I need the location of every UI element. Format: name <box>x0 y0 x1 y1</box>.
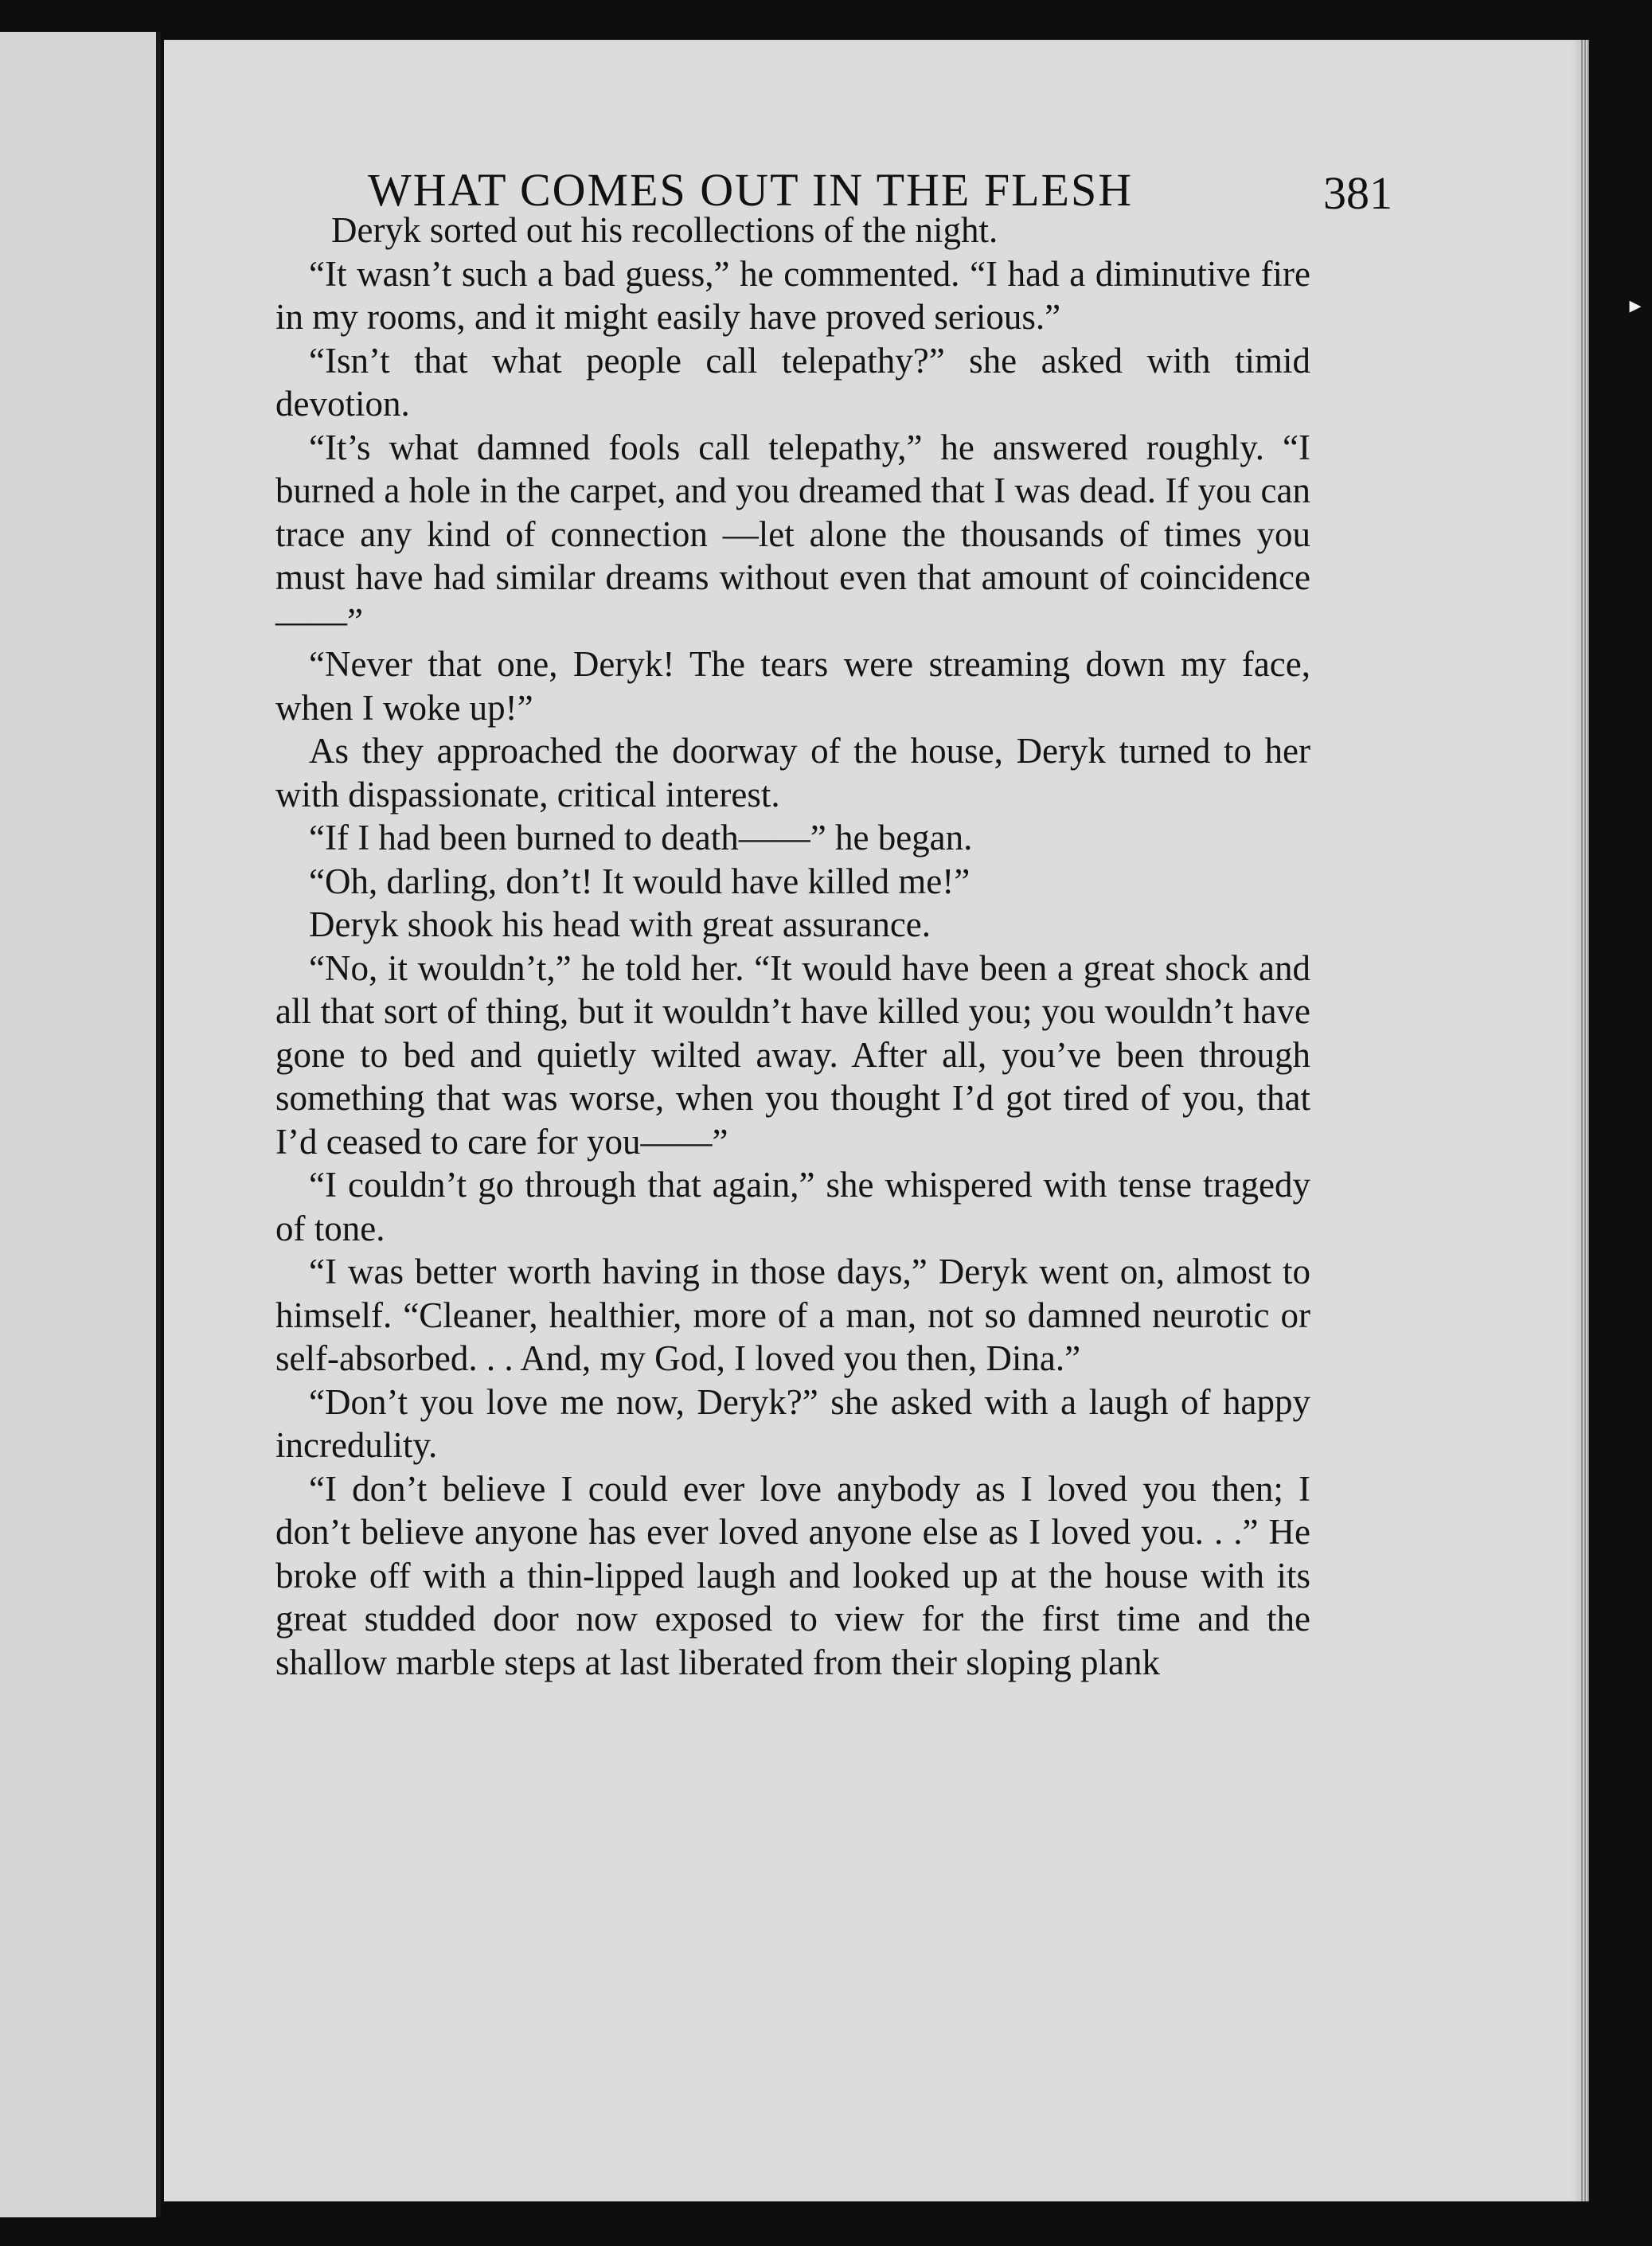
paragraph: “Don’t you love me now, Deryk?” she asked with a laugh of happy incredulity. <box>275 1381 1310 1465</box>
paragraph: Deryk shook his head with great assurance. <box>309 904 931 944</box>
paragraph: “Oh, darling, don’t! It would have killed me!” <box>309 861 971 901</box>
paragraph: “It’s what damned fools call telepathy,” he answered roughly. “I burned a hole in the carpet, and you dreamed that I was dead. If you can trace any kind of connection —let alone the thousands of times you must have had similar dreams without even that amount of coincidence——” <box>275 427 1310 641</box>
paragraph: “Never that one, Deryk! The tears were streaming down my face, when I woke up!” <box>275 644 1310 728</box>
paragraph: “If I had been burned to death——” he began. <box>309 818 973 857</box>
paragraph: “I was better worth having in those days,” Deryk went on, almost to himself. “Cleaner, healthier, more of a man, not so damned neurotic or self-absorbed. . . And, my God, I loved you then, Dina.” <box>275 1252 1310 1378</box>
paragraph: As they approached the doorway of the house, Deryk turned to her with dispassionate, critical interest. <box>275 731 1310 814</box>
paragraph: “I don’t believe I could ever love anybody as I loved you then; I don’t believe anyone has ever loved anyone else as I loved you. . .” He broke off with a thin-lipped laugh and looked up at the house with its great studded door now exposed to view for the first time and the shallow marble steps at last liberated from their sloping plank <box>275 1468 1310 1682</box>
paragraph: “No, it wouldn’t,” he told her. “It would have been a great shock and all that sort of thing, but it wouldn’t have killed you; you wouldn’t have gone to bed and quietly wilted away. After all, you’ve been through something that was worse, when you thought I’d got tired of you, that I’d ceased to care for you——” <box>275 947 1310 1162</box>
paragraph: “I couldn’t go through that again,” she whispered with tense tragedy of tone. <box>275 1165 1310 1248</box>
page-edge <box>1580 40 1589 2201</box>
paragraph: Deryk sorted out his recollections of the night. <box>331 210 998 250</box>
left-page <box>0 32 161 2217</box>
page-number: 381 <box>1323 167 1392 219</box>
running-title: WHAT COMES OUT IN THE FLESH <box>368 164 1134 216</box>
scan-arrow-icon: ▸ <box>1629 292 1642 318</box>
body-text <box>275 209 1310 1684</box>
paragraph: “Isn’t that what people call telepathy?” she asked with timid devotion. <box>275 340 1310 424</box>
paragraph: “It wasn’t such a bad guess,” he commented. “I had a diminutive fire in my rooms, and it might easily have proved serious.” <box>275 253 1310 337</box>
book-page <box>164 40 1589 2201</box>
